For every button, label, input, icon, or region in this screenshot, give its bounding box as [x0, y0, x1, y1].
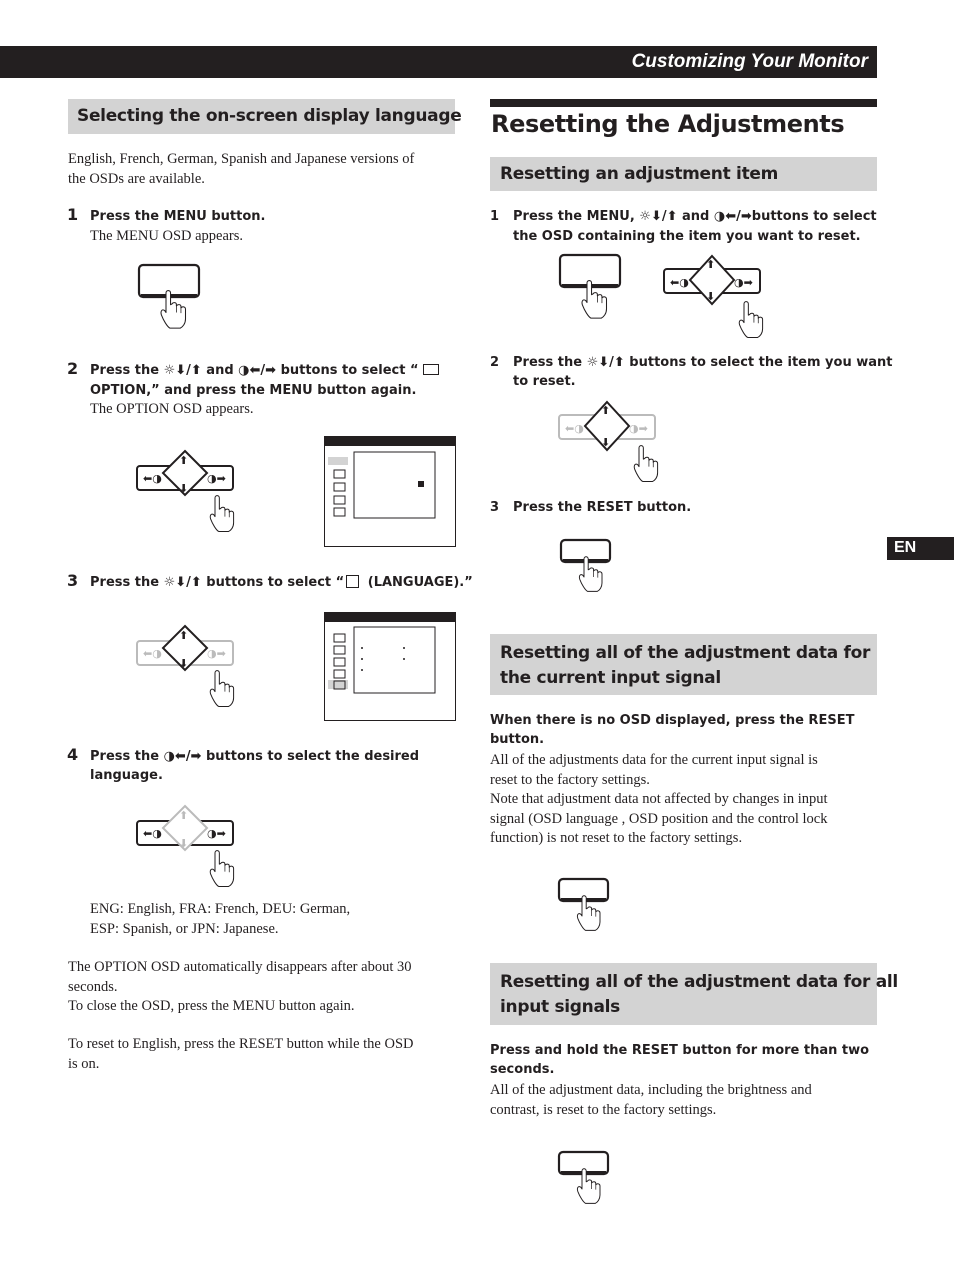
step-number: 2 — [490, 355, 500, 370]
svg-text:◑➡: ◑➡ — [207, 827, 226, 840]
step-instruction: Press the MENU, ☼⬇/⬆ and ◑⬅/➡buttons to select — [513, 209, 877, 224]
instruction-text: All of the adjustment data, including the brightness and contrast, is reset to the factory settings. — [490, 1082, 812, 1118]
step-instruction: Press the ◑⬅/➡ buttons to select the desired — [90, 749, 420, 764]
intro-text: English, French, German, Spanish and Japanese versions of the OSDs are available. — [68, 151, 415, 187]
brightness-arrows-icon: ☼⬇/⬆ — [163, 363, 202, 378]
brightness-arrows-icon: ☼⬇/⬆ — [639, 209, 678, 224]
section-heading: Selecting the on-screen display language — [77, 106, 462, 126]
language-osd-screen — [324, 612, 456, 722]
svg-text:⬅◑: ⬅◑ — [143, 827, 162, 840]
svg-text:⬆: ⬆ — [706, 258, 716, 271]
svg-text:⬆: ⬆ — [179, 454, 189, 467]
step-number: 3 — [67, 571, 79, 590]
contrast-arrows-icon: ◑⬅/➡ — [713, 209, 752, 224]
page-title: Resetting the Adjustments — [491, 110, 845, 138]
step-instruction-line2: language. — [90, 768, 163, 783]
step-number: 2 — [67, 359, 79, 378]
step-number: 1 — [67, 205, 79, 224]
brightness-arrows-icon: ☼⬇/⬆ — [163, 575, 202, 590]
step-result: The MENU OSD appears. — [90, 228, 244, 244]
svg-text:⬆: ⬆ — [179, 809, 189, 822]
contrast-arrows-icon: ◑⬅/➡ — [163, 749, 202, 764]
svg-text:⬅◑: ⬅◑ — [670, 276, 689, 289]
svg-text:⬇: ⬇ — [179, 482, 189, 495]
menu-button-illustration — [138, 263, 202, 331]
step-instruction: Press the ☼⬇/⬆ buttons to select the item you want — [513, 355, 893, 370]
reset-button-illustration — [560, 539, 614, 595]
svg-text:◑➡: ◑➡ — [207, 647, 226, 660]
reset-button-illustration — [558, 878, 612, 934]
instruction-bold: When there is no OSD displayed, press the RESET button. — [490, 713, 855, 747]
menu-button-illustration — [559, 253, 623, 321]
step-instruction: Press the MENU button. — [90, 209, 266, 224]
svg-text:⬆: ⬆ — [179, 629, 189, 642]
title-rule — [490, 99, 877, 107]
option-icon — [423, 364, 439, 375]
language-list: ENG: English, FRA: French, DEU: German, ESP: Spanish, or JPN: Japanese. — [90, 901, 351, 937]
svg-text:⬇: ⬇ — [706, 290, 716, 303]
svg-text:⬇: ⬇ — [179, 657, 189, 670]
step-number: 3 — [490, 500, 500, 515]
option-osd-screen — [324, 436, 456, 548]
control-pad-illustration — [137, 450, 247, 532]
control-pad-illustration — [664, 256, 774, 338]
control-pad-illustration — [559, 402, 669, 484]
svg-text:⬅◑: ⬅◑ — [143, 647, 162, 660]
section-heading: Resetting all of the adjustment data for all input signals — [500, 972, 898, 1017]
svg-text:◑➡: ◑➡ — [207, 472, 226, 485]
step-instruction-line2: the OSD containing the item you want to reset. — [513, 229, 861, 244]
step-instruction-line2: to reset. — [513, 374, 576, 389]
svg-text:⬅◑: ⬅◑ — [565, 422, 584, 435]
brightness-arrows-icon: ☼⬇/⬆ — [586, 355, 625, 370]
step-instruction-line2: OPTION,” and press the MENU button again. — [90, 383, 417, 398]
instruction-text: All of the adjustments data for the current input signal is reset to the factory settings. Note that adjustment data not affected by changes in input signal (OSD language , OSD position and the control lock function) is not reset to the factory settings. — [490, 752, 828, 846]
svg-text:⬆: ⬆ — [601, 404, 611, 417]
language-icon — [346, 575, 359, 588]
svg-text:◑➡: ◑➡ — [629, 422, 648, 435]
reset-button-illustration — [558, 1151, 612, 1207]
instruction-bold: Press and hold the RESET button for more than two seconds. — [490, 1043, 870, 1077]
osd-timeout-text: The OPTION OSD automatically disappears after about 30 seconds. To close the OSD, press the MENU button again. — [68, 959, 412, 1014]
step-instruction: Press the ☼⬇/⬆ and ◑⬅/➡ buttons to select “ — [90, 361, 439, 380]
step-number: 1 — [490, 209, 500, 224]
contrast-arrows-icon: ◑⬅/➡ — [238, 363, 277, 378]
step-result: The OPTION OSD appears. — [90, 401, 254, 417]
svg-text:◑➡: ◑➡ — [734, 276, 753, 289]
control-pad-illustration — [137, 805, 247, 887]
step-number: 4 — [67, 745, 79, 764]
reset-english-text: To reset to English, press the RESET button while the OSD is on. — [68, 1036, 414, 1072]
svg-text:⬅◑: ⬅◑ — [143, 472, 162, 485]
step-instruction: Press the RESET button. — [513, 500, 692, 515]
svg-text:⬇: ⬇ — [601, 436, 611, 449]
svg-text:⬇: ⬇ — [179, 837, 189, 850]
section-heading: Resetting an adjustment item — [500, 164, 779, 184]
control-pad-illustration — [137, 625, 247, 707]
step-instruction: Press the ☼⬇/⬆ buttons to select “ (LANGUAGE).” — [90, 575, 473, 590]
section-heading: Resetting all of the adjustment data for the current input signal — [500, 643, 871, 688]
header-title: Customizing Your Monitor — [631, 51, 868, 72]
language-tab-label: EN — [894, 539, 917, 556]
